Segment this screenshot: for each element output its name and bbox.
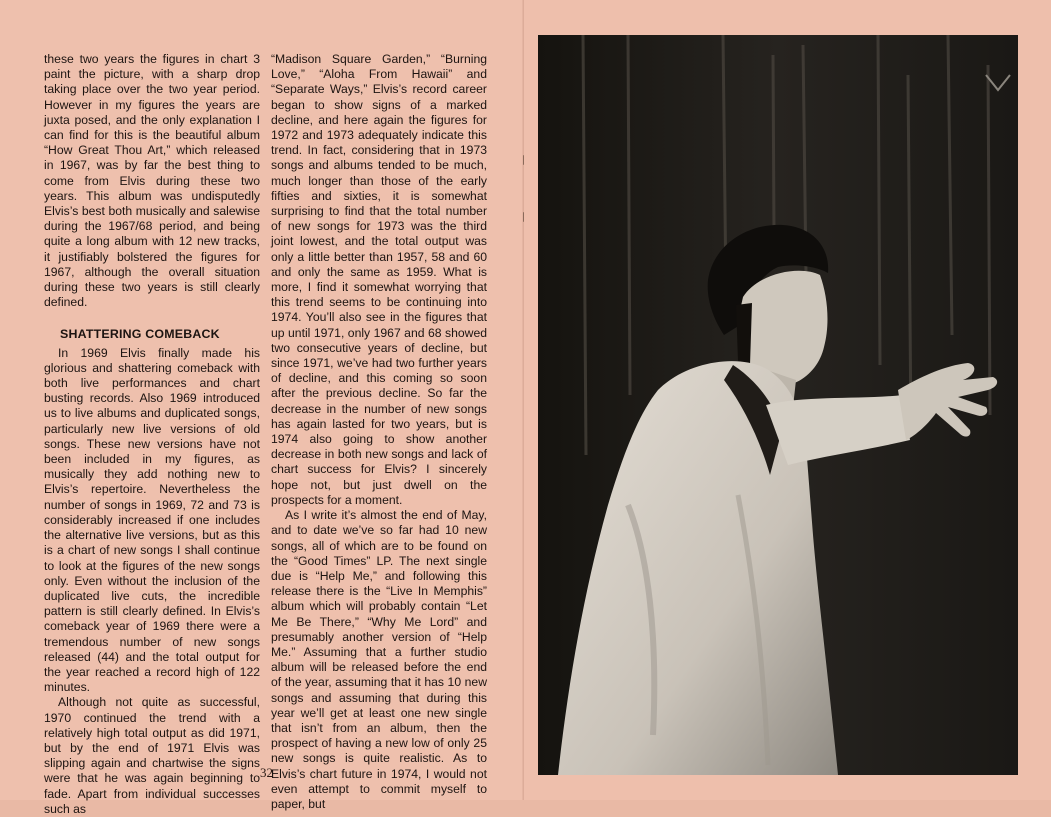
- performer-photo: [538, 35, 1018, 775]
- body-paragraph: As I write it’s almost the end of May, and to date we’ve so far had 10 new songs, all of which are to be found on the “Good Times” LP. The next single due is “Help Me,” and following this release there is the “Live In Memphis” album which will probably contain “Let Me Be There,” “Why Me Lord” and presumably another version of “Help Me.” Assuming that a further studio album will be released before the end of the year, assuming that it has 10 new songs and assuming that during this year we’ll get at least one new single that isn’t from an album, then the prospect of having a new low of only 25 new songs is quite realistic. As to Elvis’s chart future in 1974, I would not even attempt to commit myself to paper, but: [271, 508, 487, 811]
- page-number: 32: [260, 765, 273, 780]
- body-paragraph: these two years the figures in chart 3 paint the picture, with a sharp drop taking place over the two year period. However in my figures the years are juxta posed, and the only explanation I can find for this is the beautiful album “How Great Thou Art,” which released in 1967, was by far the best thing to come from Elvis during these two years. This album was undisputedly Elvis’s best both musically and salewise during the 1967/68 period, and being quite a long album with 12 new tracks, it justifiably bolstered the figures for 1967, although the overall situation during these two years is still clearly defined.: [44, 52, 260, 310]
- photo-illustration: [538, 35, 1018, 775]
- section-heading: SHATTERING COMEBACK: [60, 327, 220, 342]
- text-column-left: [44, 52, 260, 817]
- text-column-right: [271, 52, 487, 812]
- body-paragraph: In 1969 Elvis finally made his glorious and shattering comeback with both live performances and chart busting records. Also 1969 introduced us to live albums and duplicated songs, particularly new live versions of old songs. These new versions have not been included in my figures, as musically they add nothing new to Elvis’s repertoire. Nevertheless the number of songs in 1969, 72 and 73 is considerably increased if one includes the alternative live versions, but as this is a chart of new songs I shall continue to look at the figures of the new songs only. Even without the inclusion of the duplicated live cuts, the incredible pattern is still clearly defined. In Elvis’s comeback year of 1969 there were a tremendous number of new songs released (44) and the total output for the year reached a record high of 122 minutes.: [44, 345, 260, 695]
- left-page: [0, 0, 524, 816]
- body-paragraph: Although not quite as successful, 1970 continued the trend with a relatively high total output as did 1971, but by the end of 1971 Elvis was slipping again and chartwise the signs were that he was again beginning to fade. Apart from individual successes such as: [44, 695, 260, 816]
- body-paragraph: “Madison Square Garden,” “Burning Love,” “Aloha From Hawaii” and “Separate Ways,” Elvis’s record career began to show signs of a marked decline, and here again the figures for 1972 and 1973 adequately indicate this trend. In fact, considering that in 1973 songs and albums tended to be much, much longer than those of the early fifties and sixties, it is somewhat surprising to find that the total number of new songs for 1973 was the third joint lowest, and the total output was only a little better than 1957, 58 and 60 and only the same as 1959. What is more, I find it somewhat worrying that this trend seems to be continuing into 1974. You’ll also see in the figures that up until 1971, only 1967 and 68 showed two consecutive years of decline, but since 1971, we’ve had two further years of decline, and this coming so soon after the previous decline. So far the decrease in the number of new songs has again lasted for two years, but is 1974 also going to show another decrease in both new songs and lack of chart success for Elvis? I sincerely hope not, but just dwell on the prospects for a moment.: [271, 52, 487, 507]
